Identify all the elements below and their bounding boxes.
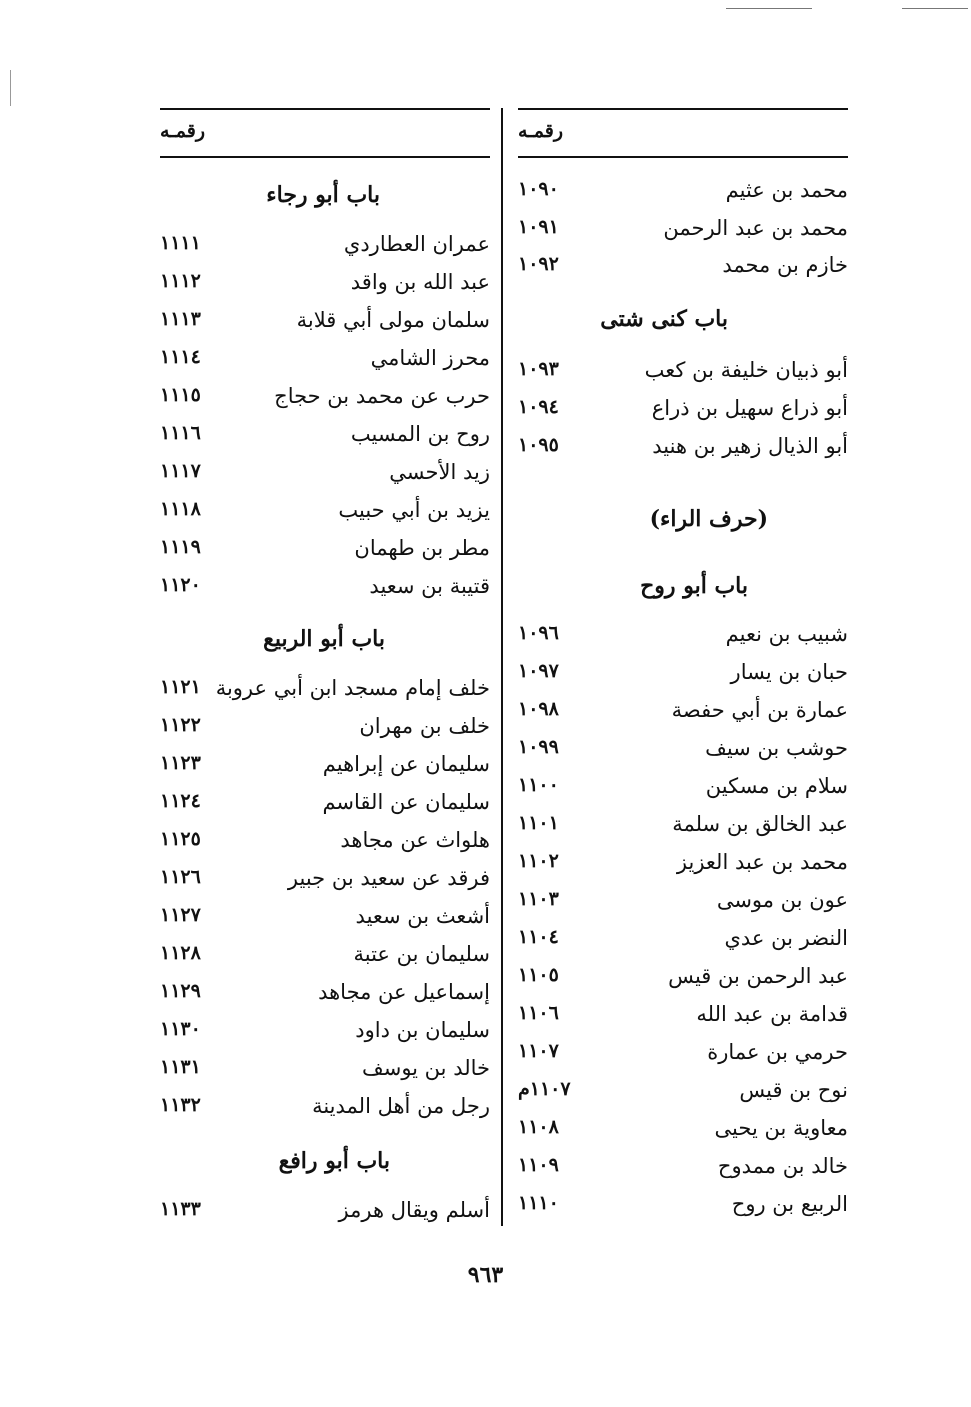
entry-number: ١١٢٧	[160, 904, 201, 926]
entry-number: ١٠٩٩	[518, 736, 559, 758]
index-entry	[518, 1078, 848, 1112]
index-entry	[518, 812, 848, 846]
entry-number: ١١٣٣	[160, 1198, 201, 1220]
index-entry	[160, 422, 490, 456]
entry-number: ١٠٩٢	[518, 253, 559, 275]
section-heading	[160, 626, 490, 660]
section-heading	[518, 306, 848, 340]
entry-number: ١١١١	[160, 232, 201, 254]
entry-number: ١١٢٣	[160, 752, 201, 774]
entry-number: ١١٠١	[518, 812, 559, 834]
index-entry	[518, 178, 848, 212]
index-entry	[518, 622, 848, 656]
column-header: رقمـه	[518, 120, 563, 142]
entry-number: ١١٠٣	[518, 888, 559, 910]
index-entry	[518, 888, 848, 922]
index-entry	[160, 752, 490, 786]
entry-number: ١١١٩	[160, 536, 201, 558]
entry-number: ١١٠٦	[518, 1002, 559, 1024]
index-entry	[160, 866, 490, 900]
entry-name: أشعث بن سعيد	[355, 904, 490, 928]
entry-number: ١١٢٠	[160, 574, 201, 596]
header-rule-bottom	[160, 156, 490, 158]
index-entry	[160, 346, 490, 380]
entry-name: سلام بن مسكين	[705, 774, 848, 798]
index-entry	[160, 384, 490, 418]
top-rule-short	[726, 8, 812, 9]
entry-name: الربيع بن روح	[731, 1192, 848, 1216]
entry-name: حبان بن يسار	[730, 660, 848, 684]
index-entry	[160, 574, 490, 608]
entry-number: ١١١٢	[160, 270, 201, 292]
entry-number: ١١١٠	[518, 1192, 559, 1214]
entry-name: إسماعيل عن مجاهد	[318, 980, 490, 1004]
index-entry	[518, 964, 848, 998]
entry-name: زيد الأحسي	[389, 460, 490, 484]
entry-name: حرمي بن عمارة	[707, 1040, 848, 1064]
entry-name: خلف بن مهران	[359, 714, 490, 738]
entry-number: ١٠٩٥	[518, 434, 559, 456]
entry-name: قدامة بن عبد الله	[696, 1002, 848, 1026]
index-entry	[518, 774, 848, 808]
index-entry	[160, 460, 490, 494]
entry-name: خالد بن ممدوح	[717, 1154, 848, 1178]
entry-name: حوشب بن سيف	[705, 736, 848, 760]
entry-name: هلواث عن مجاهد	[340, 828, 490, 852]
entry-name: محرز الشامي	[370, 346, 490, 370]
entry-number: ١٠٩٦	[518, 622, 559, 644]
index-entry	[518, 1116, 848, 1150]
entry-number: ١١٠٢	[518, 850, 559, 872]
index-entry	[518, 1002, 848, 1036]
entry-name: عمارة بن أبي حفصة	[671, 698, 848, 722]
entry-number: ١٠٩٧	[518, 660, 559, 682]
entry-name: حرب عن محمد بن حجاج	[274, 384, 490, 408]
index-entry	[518, 216, 848, 250]
index-entry	[160, 1094, 490, 1128]
entry-number: ١١١٦	[160, 422, 201, 444]
entry-number: ١١٢٩	[160, 980, 201, 1002]
section-heading-text: باب أبو الربيع	[263, 626, 385, 652]
index-entry	[160, 536, 490, 570]
header-rule-top	[518, 108, 848, 110]
column-divider	[501, 108, 503, 1226]
index-entry	[160, 904, 490, 938]
section-heading	[160, 182, 490, 216]
entry-number: ١١٠٩	[518, 1154, 559, 1176]
index-entry	[160, 270, 490, 304]
entry-number: ١١١٨	[160, 498, 201, 520]
entry-name: خازم بن محمد	[722, 253, 848, 277]
entry-name: سليمان عن إبراهيم	[322, 752, 490, 776]
entry-name: روح بن المسيب	[350, 422, 490, 446]
entry-name: عبد الخالق بن سلمة	[672, 812, 848, 836]
entry-number: ١١٣٢	[160, 1094, 201, 1116]
entry-name: عمران العطاردي	[343, 232, 490, 256]
entry-number: ١١٠٧	[518, 1040, 559, 1062]
entry-name: أبو الذيال زهير بن هنيد	[652, 434, 848, 458]
index-entry	[160, 942, 490, 976]
section-heading	[160, 1148, 490, 1182]
entry-name: عبد الله بن واقد	[350, 270, 490, 294]
entry-name: سليمان عن القاسم	[322, 790, 490, 814]
index-entry	[160, 308, 490, 342]
index-entry	[518, 1040, 848, 1074]
left-column	[160, 108, 490, 1228]
entry-number: ١١٢٢	[160, 714, 201, 736]
index-entry	[160, 1056, 490, 1090]
index-entry	[518, 736, 848, 770]
index-entry	[160, 980, 490, 1014]
entry-number: ١٠٩٠	[518, 178, 559, 200]
header-rule-top	[160, 108, 490, 110]
entry-name: رجل من أهل المدينة	[312, 1094, 490, 1118]
entry-number: ١١٠٠	[518, 774, 559, 796]
entry-number: ١١٠٨	[518, 1116, 559, 1138]
entry-name: سلمان مولى أبي قلابة	[296, 308, 490, 332]
entry-number: ١٠٩١	[518, 216, 559, 238]
entry-number: ١١٢٤	[160, 790, 201, 812]
entry-number: ١١٢٨	[160, 942, 201, 964]
index-entry	[160, 714, 490, 748]
entry-name: سليمان بن عتبة	[353, 942, 490, 966]
entry-number: ١١٢١	[160, 676, 201, 698]
entry-name: أبو ذراع سهيل بن ذراع	[651, 396, 848, 420]
entry-number: ١١٢٥	[160, 828, 201, 850]
entry-number: ١١١٤	[160, 346, 201, 368]
entry-number: ١١١٣	[160, 308, 201, 330]
index-entry	[160, 498, 490, 532]
entry-number: ١١٣٠	[160, 1018, 201, 1040]
index-entry	[518, 358, 848, 392]
entry-number: ١١١٧	[160, 460, 201, 482]
entry-name: نوح بن قيس	[739, 1078, 848, 1102]
entry-number: ١٠٩٨	[518, 698, 559, 720]
entry-name: خلف إمام مسجد ابن أبي عروبة	[215, 676, 490, 700]
section-heading-text: باب أبو روح	[640, 573, 748, 599]
index-entry	[160, 676, 490, 710]
section-heading	[518, 573, 848, 607]
entry-name: عبد الرحمن بن قيس	[668, 964, 848, 988]
entry-name: عون بن موسى	[716, 888, 848, 912]
index-entry	[518, 850, 848, 884]
entry-name: محمد بن عبد العزيز	[676, 850, 848, 874]
entry-number: ١٠٩٤	[518, 396, 559, 418]
index-entry	[160, 1198, 490, 1232]
column-header: رقمـه	[160, 120, 205, 142]
entry-number: ١١٢٦	[160, 866, 201, 888]
entry-name: النضر بن عدي	[724, 926, 848, 950]
entry-number: ١١٣١	[160, 1056, 201, 1078]
entry-name: محمد بن عثيم	[725, 178, 848, 202]
index-entry	[518, 434, 848, 468]
index-entry	[518, 1154, 848, 1188]
entry-name: يزيد بن أبي حبيب	[338, 498, 490, 522]
section-heading-text: باب أبو رافع	[278, 1148, 390, 1174]
header-rule-bottom	[518, 156, 848, 158]
page-number: ٩٦٣	[467, 1262, 504, 1288]
entry-name: محمد بن عبد الرحمن	[663, 216, 848, 240]
entry-name: أبو ذبيان خليفة بن كعب	[644, 358, 848, 382]
index-entry	[518, 660, 848, 694]
margin-mark	[10, 70, 11, 106]
index-entry	[160, 828, 490, 862]
index-entry	[160, 232, 490, 266]
index-entry	[518, 1192, 848, 1226]
entry-name: مطر بن طهمان	[354, 536, 490, 560]
entry-name: فرقد عن سعيد بن جبير	[287, 866, 490, 890]
index-entry	[160, 790, 490, 824]
index-entry	[160, 1018, 490, 1052]
entry-number: ١١٠٤	[518, 926, 559, 948]
entry-name: خالد بن يوسف	[361, 1056, 490, 1080]
entry-name: معاوية بن يحيى	[714, 1116, 848, 1140]
entry-number: ١١٠٧م	[518, 1078, 571, 1100]
section-heading-text: باب أبو رجاء	[266, 182, 380, 208]
section-heading-text: (حرف الراء)	[649, 506, 768, 532]
section-heading	[518, 506, 848, 540]
top-rule-long	[902, 8, 968, 9]
entry-name: شبيب بن نعيم	[725, 622, 848, 646]
entry-number: ١١١٥	[160, 384, 201, 406]
entry-name: أسلم ويقال هرمز	[338, 1198, 490, 1222]
index-entry	[518, 926, 848, 960]
index-entry	[518, 396, 848, 430]
entry-name: سليمان بن داود	[355, 1018, 490, 1042]
entry-name: قتيبة بن سعيد	[369, 574, 490, 598]
section-heading-text: باب كنى شتى	[600, 306, 728, 332]
index-entry	[518, 698, 848, 732]
entry-number: ١٠٩٣	[518, 358, 559, 380]
entry-number: ١١٠٥	[518, 964, 559, 986]
index-entry	[518, 253, 848, 287]
right-column	[518, 108, 848, 1228]
